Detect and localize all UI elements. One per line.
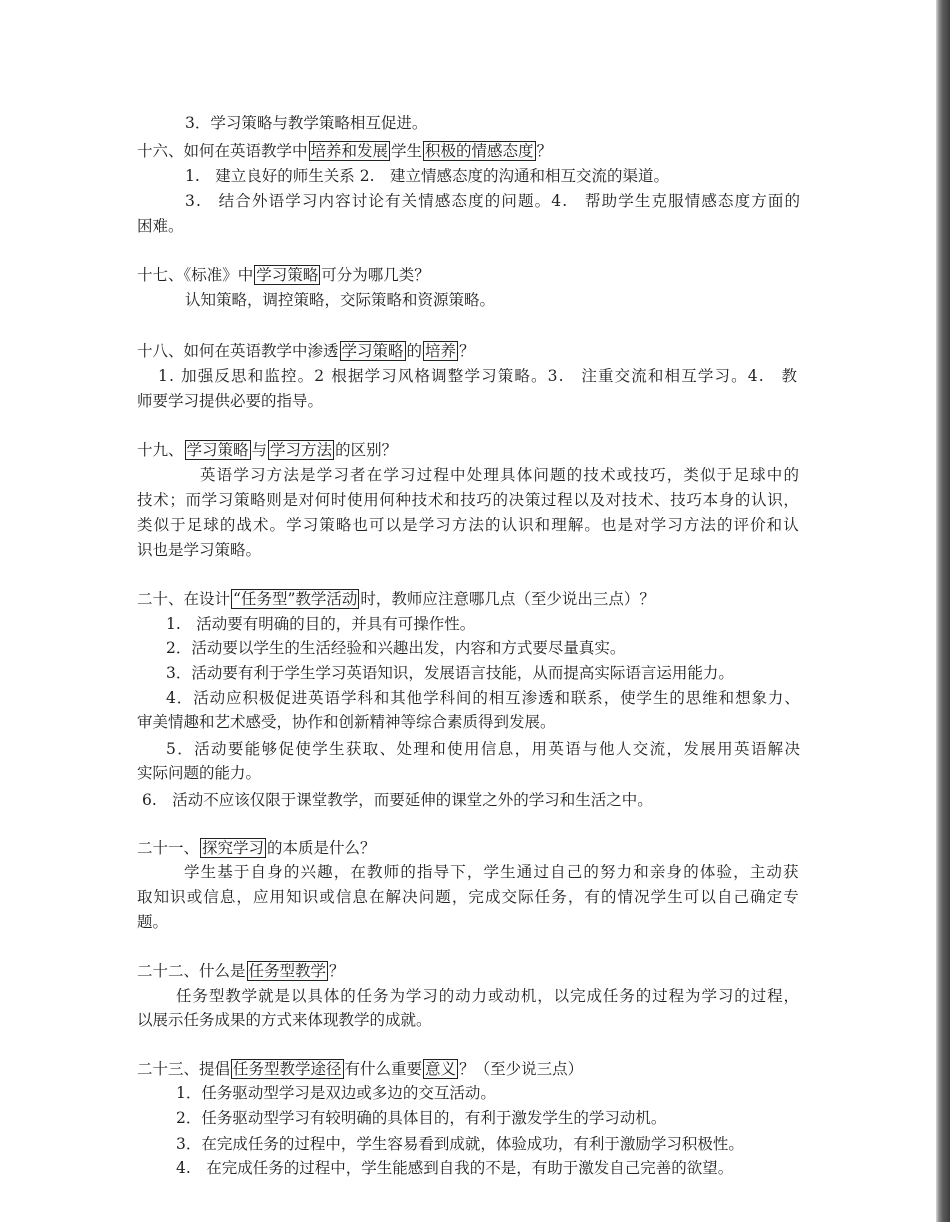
text-line [185, 113, 427, 133]
line-text: 类似于足球的战术。学习策略也可以是学习方法的认识和理解。也是对学习方法的评价和认 [137, 516, 800, 534]
line-text: 学生 [391, 142, 423, 160]
line-text: ？（至少说三点） [459, 1060, 584, 1078]
line-text: 取知识或信息，应用知识或信息在解决问题，完成交际任务，有的情况学生可以自己确定专 [137, 888, 800, 906]
text-line [137, 1010, 432, 1030]
text-line [166, 638, 625, 658]
boxed-keyword: 培养 [425, 342, 457, 360]
line-text: 十九、 [137, 441, 184, 459]
line-text: 的区别？ [335, 441, 398, 459]
text-line [176, 1108, 666, 1128]
line-text: 十六、如何在英语教学中 [137, 142, 308, 160]
text-line [137, 961, 345, 981]
text-line [176, 1158, 733, 1178]
line-text: 1. 建立良好的师生关系 2. 建立情感态度的沟通和相互交流的渠道。 [185, 167, 670, 185]
line-text: 4. 在完成任务的过程中，学生能感到自我的不是，有助于激发自己完善的欲望。 [176, 1159, 734, 1177]
line-text: 十七、《标准》中 [137, 266, 254, 284]
text-line [137, 589, 655, 609]
boxed-keyword: 学习策略 [186, 441, 249, 459]
text-line [137, 141, 552, 161]
line-text: 十八、如何在英语教学中渗透 [137, 342, 339, 360]
line-text: 二十三、提倡 [137, 1060, 231, 1078]
line-text: 识也是学习策略。 [137, 541, 262, 559]
boxed-keyword: 意义 [425, 1060, 457, 1078]
line-text: 可分为哪几类？ [321, 266, 430, 284]
text-line [185, 166, 669, 186]
line-text: 任务型教学就是以具体的任务为学习的动力或动机，以完成任务的过程为学习的过程， [176, 987, 800, 1005]
line-text: 二十、在设计 [137, 590, 231, 608]
text-line [185, 290, 495, 310]
text-line [137, 763, 261, 783]
text-line [137, 391, 323, 411]
text-line [137, 712, 556, 732]
line-text: 的本质是什么？ [267, 839, 376, 857]
line-text: 困难。 [137, 217, 184, 235]
line-text: 认知策略，调控策略，交际策略和资源策略。 [185, 291, 496, 309]
line-text: 实际问题的能力。 [137, 764, 262, 782]
line-text: 1. 加强反思和监控。2 根据学习风格调整学习策略。3. 注重交流和相互学习。4. 教 [158, 367, 799, 385]
line-text: 3. 结合外语学习内容讨论有关情感态度的问题。4. 帮助学生克服情感态度方面的 [185, 192, 802, 210]
text-line [158, 366, 798, 386]
line-text: 1. 活动要有明确的目的，并具有可操作性。 [166, 615, 476, 633]
text-line [176, 1134, 744, 1154]
text-line [137, 265, 430, 285]
text-line [137, 912, 168, 932]
boxed-keyword: 任务型教学途径 [233, 1060, 342, 1078]
line-text: 师要学习提供必要的指导。 [137, 392, 324, 410]
line-text: 英语学习方法是学习者在学习过程中处理具体问题的技术或技巧，类似于足球中的 [200, 466, 801, 484]
text-line [166, 688, 801, 708]
line-text: ？ [329, 962, 345, 980]
boxed-keyword: 积极的情感态度 [425, 142, 534, 160]
boxed-keyword: “任务型”教学活动 [233, 590, 358, 608]
boxed-keyword: 任务型教学 [248, 962, 327, 980]
line-text: 题。 [137, 913, 169, 931]
line-text: 学生基于自身的兴趣，在教师的指导下，学生通过自己的努力和亲身的体验，主动获 [184, 863, 800, 881]
text-line [137, 515, 800, 535]
text-line [176, 986, 800, 1006]
line-text: 3．学习策略与教学策略相互促进。 [185, 114, 428, 132]
line-text: 6. 活动不应该仅限于课堂教学，而要延伸的课堂之外的学习和生活之中。 [142, 791, 653, 809]
text-line [166, 663, 734, 683]
text-line [137, 540, 261, 560]
line-text: 以展示任务成果的方式来体现教学的成就。 [137, 1011, 432, 1029]
line-text: 2．活动要以学生的生活经验和兴趣出发，内容和方式要尽量真实。 [166, 639, 626, 657]
boxed-keyword: 探究学习 [202, 839, 265, 857]
line-text: 3．活动要有利于学生学习英语知识，发展语言技能，从而提高实际语言运用能力。 [166, 664, 734, 682]
boxed-keyword: 培养和发展 [310, 142, 389, 160]
text-line [137, 1059, 583, 1079]
text-line [184, 862, 800, 882]
text-line [166, 739, 801, 759]
line-text: ？ [536, 142, 553, 160]
line-text: 时，教师应注意哪几点（至少说出三点）？ [360, 590, 655, 608]
line-text: 的 [406, 342, 423, 360]
text-line [200, 465, 800, 485]
line-text: 5．活动要能够促使学生获取、处理和使用信息，用英语与他人交流，发展用英语解决 [166, 740, 802, 758]
line-text: 二十二、什么是 [137, 962, 246, 980]
line-text: 二十一、 [137, 839, 200, 857]
text-line [137, 887, 800, 907]
text-line [137, 490, 800, 510]
page-edge-shadow [936, 0, 950, 1222]
line-text: 3．在完成任务的过程中，学生容易看到成就，体验成功，有利于激励学习积极性。 [176, 1135, 744, 1153]
boxed-keyword: 学习方法 [270, 441, 333, 459]
line-text: 审美情趣和艺术感受，协作和创新精神等综合素质得到发展。 [137, 713, 556, 731]
text-line [166, 614, 475, 634]
boxed-keyword: 学习策略 [256, 266, 319, 284]
text-line [142, 790, 653, 810]
line-text: ？ [459, 342, 475, 360]
line-text: 技术；而学习策略则是对何时使用何种技术和技巧的决策过程以及对技术、技巧本身的认识， [137, 491, 800, 509]
line-text: 1．任务驱动型学习是双边或多边的交互活动。 [176, 1084, 496, 1102]
text-line [137, 341, 475, 361]
line-text: 与 [251, 441, 268, 459]
line-text: 4．活动应积极促进英语学科和其他学科间的相互渗透和联系，使学生的思维和想象力、 [166, 689, 801, 707]
boxed-keyword: 学习策略 [341, 342, 404, 360]
text-line [176, 1083, 496, 1103]
text-line [137, 838, 376, 858]
line-text: 2．任务驱动型学习有较明确的具体目的，有利于激发学生的学习动机。 [176, 1109, 667, 1127]
text-line [185, 191, 801, 211]
line-text: 有什么重要 [344, 1060, 423, 1078]
text-line [137, 216, 184, 236]
text-line [137, 440, 397, 460]
